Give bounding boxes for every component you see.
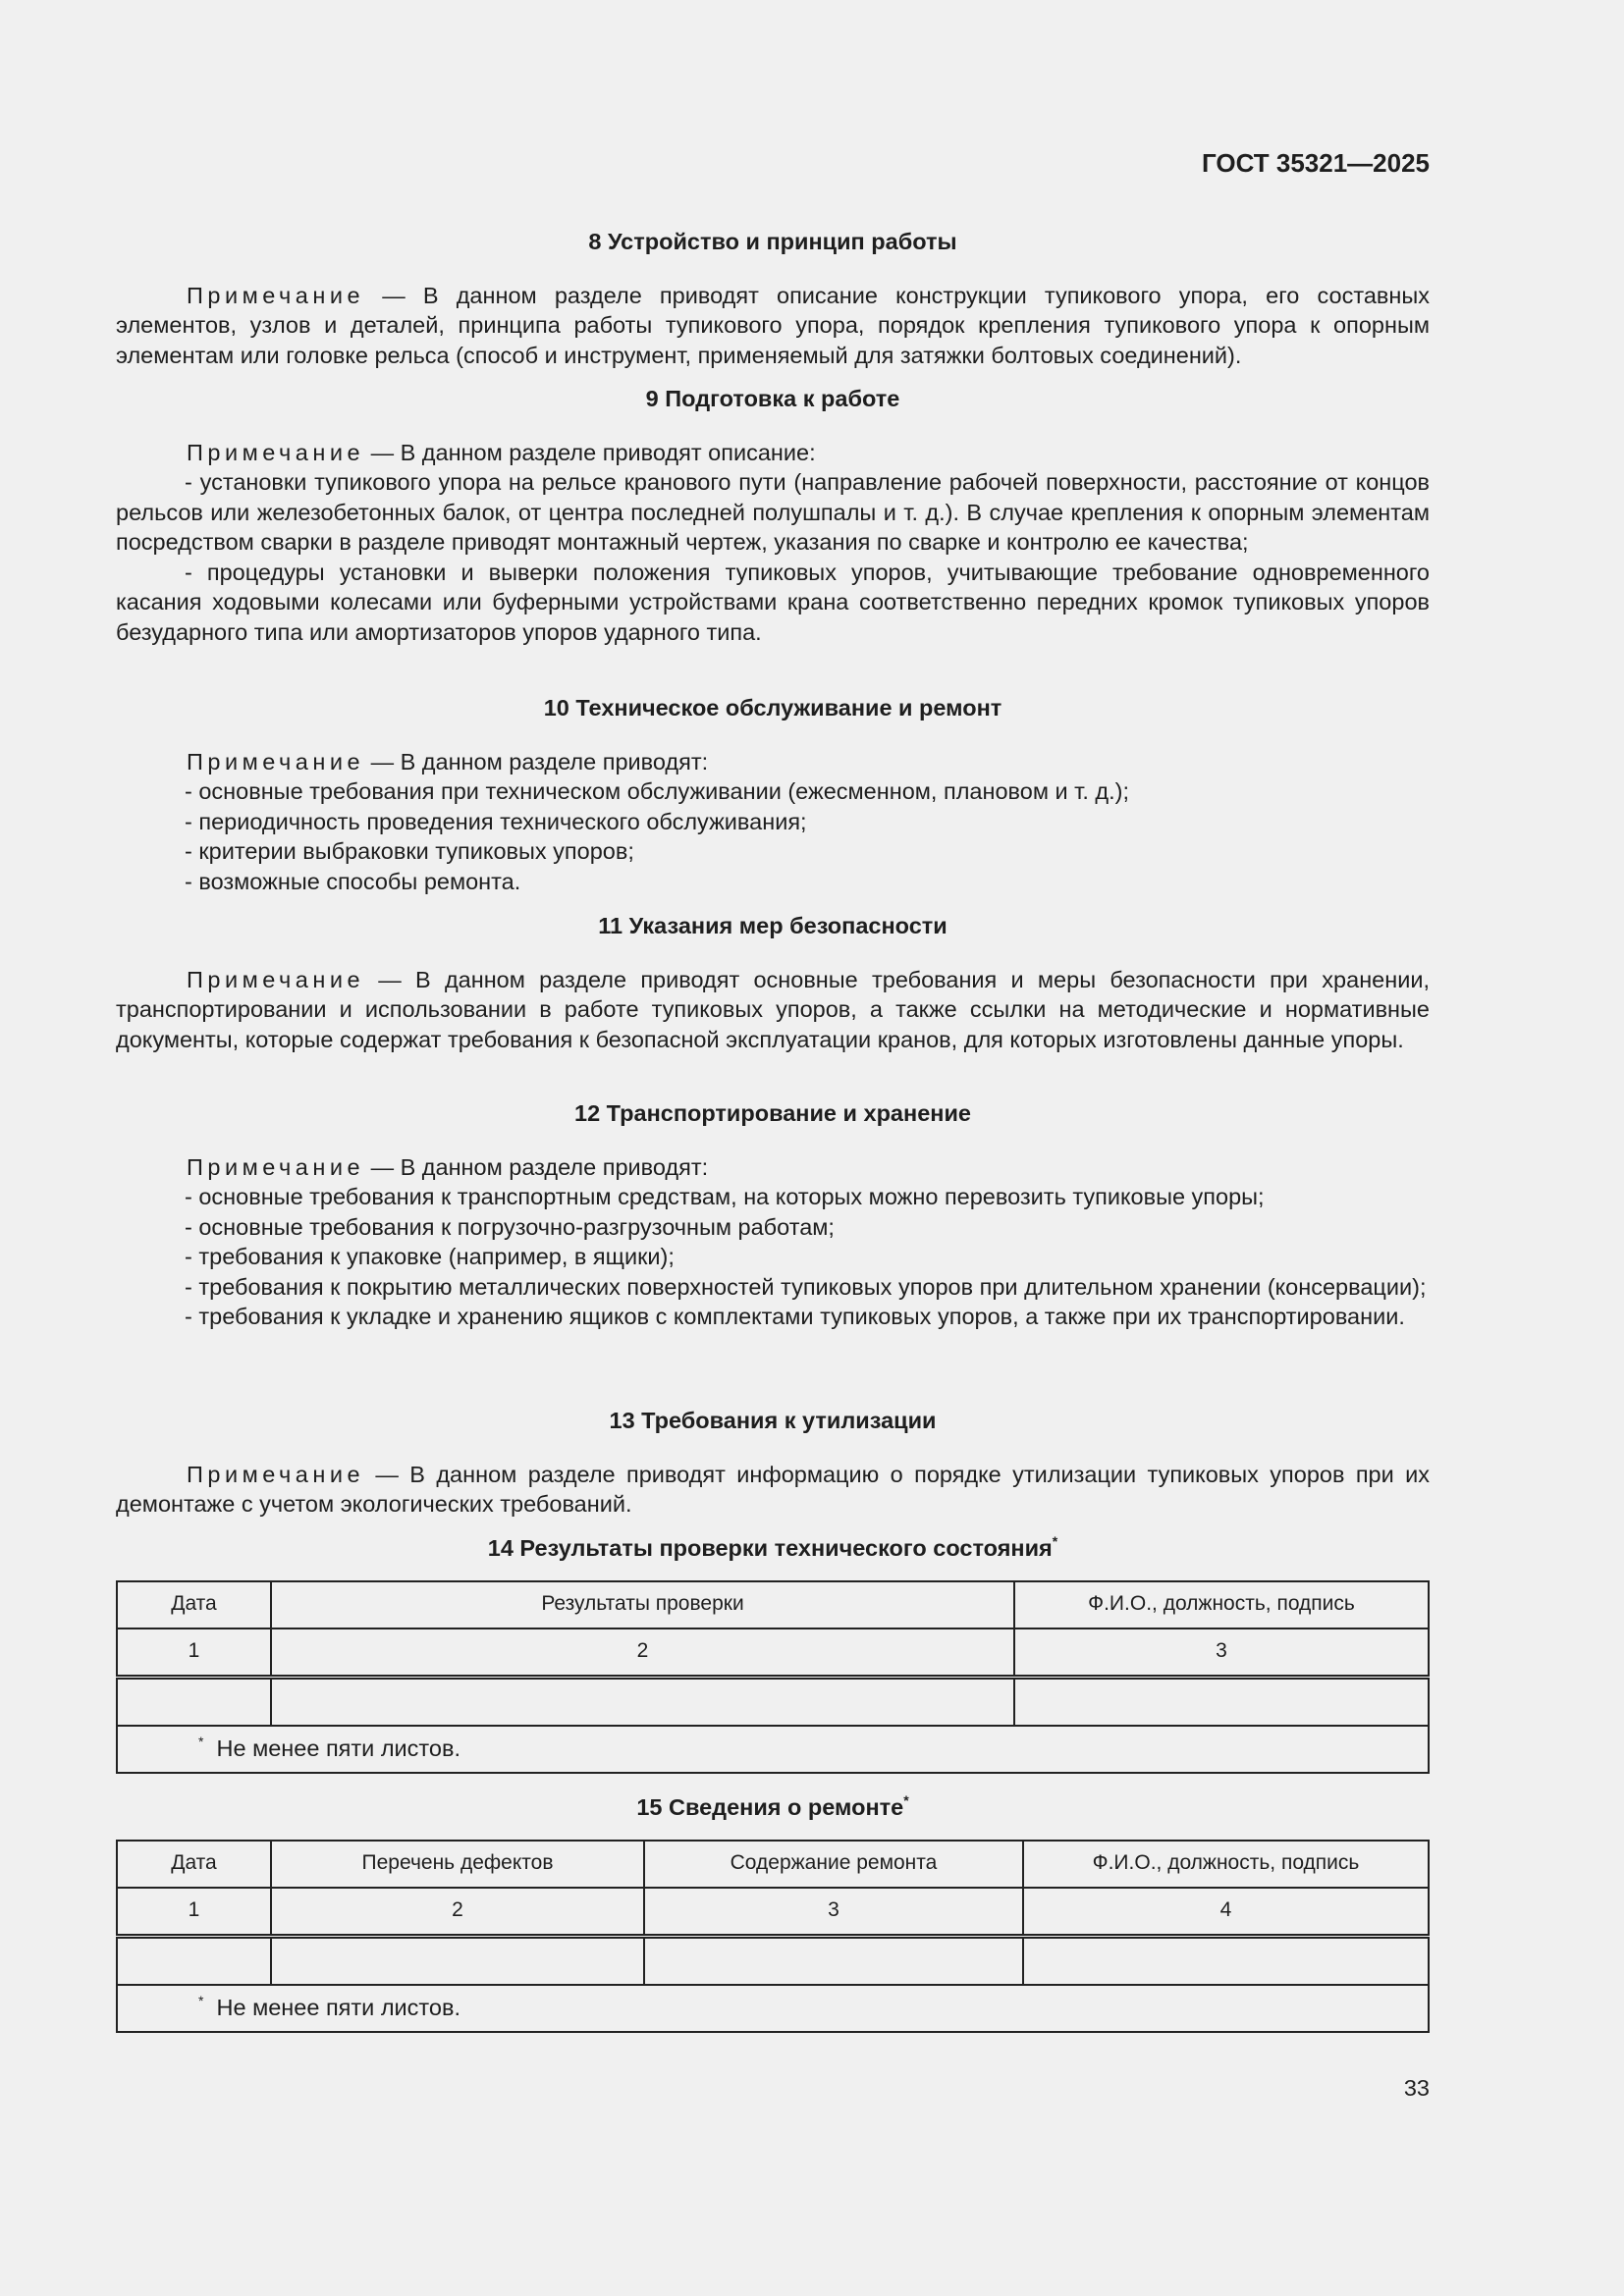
section-title: 12 Транспортирование и хранение: [574, 1100, 971, 1126]
section-15: [116, 1792, 1430, 2033]
note-paragraph: [116, 438, 1430, 468]
header-cell-signature: Ф.И.О., должность, подпись: [1023, 1841, 1429, 1888]
note-text: — В данном разделе приводят основные требования и меры безопасности при хранении, транспортировании и использовании в работе тупиковых упоров, а также ссылки на методические и нормативные документы, которые содержат требования к безопасной эксплуатации кранов, для которых изготовлены данные упоры.: [116, 966, 1430, 1052]
column-number: 1: [117, 1629, 271, 1678]
note-text: — В данном разделе приводят:: [370, 1153, 709, 1180]
list-item: - требования к упаковке (например, в ящики);: [185, 1244, 675, 1269]
list-item: - требования к покрытию металлических поверхностей тупиковых упоров при длительном хранении (консервации);: [185, 1273, 1427, 1300]
column-number: 3: [644, 1888, 1023, 1937]
footnote-mark: *: [903, 1792, 909, 1808]
footnote-text: Не менее пяти листов.: [216, 1995, 460, 2021]
list-item: - критерии выбраковки тупиковых упоров;: [185, 838, 634, 864]
note-text: — В данном разделе приводят:: [370, 748, 709, 774]
table-number-row: [117, 1888, 1429, 1937]
note-text: — В данном разделе приводят информацию о порядке утилизации тупиковых упоров при их демонтаже с учетом экологических требований.: [116, 1461, 1431, 1517]
note-label: Примечание: [187, 966, 365, 992]
footnote-mark: *: [1052, 1533, 1058, 1549]
table-footnote-row: [117, 1985, 1429, 2032]
footnote-text: Не менее пяти листов.: [216, 1735, 460, 1762]
section-10: [116, 693, 1430, 896]
note-paragraph: [116, 747, 1430, 777]
list-item: - установки тупикового упора на рельсе кранового пути (направление рабочей поверхности, расстояние от концов рельсов или железобетонных балок, от центра последней полушпалы и т. д.). В случае крепления к опорным элементам посредством сварки в разделе приводят монтажный чертеж, указания по сварке и контролю ее качества;: [116, 469, 1430, 555]
table-cell: [1014, 1677, 1429, 1726]
note-paragraph: [116, 965, 1430, 1055]
note-paragraph: [116, 1460, 1430, 1520]
table-cell: [271, 1677, 1014, 1726]
table-footnote: [117, 1985, 1429, 2032]
table-footnote-row: [117, 1726, 1429, 1773]
list-item: - периодичность проведения технического обслуживания;: [185, 808, 807, 834]
section-8: [116, 227, 1430, 370]
table-cell: [644, 1936, 1023, 1985]
note-paragraph: [116, 281, 1430, 371]
header-cell-signature: Ф.И.О., должность, подпись: [1014, 1581, 1429, 1629]
section-title: 13 Требования к утилизации: [609, 1408, 937, 1433]
section-title: [116, 1533, 1430, 1564]
inspection-results-table: [116, 1580, 1430, 1774]
column-number: 4: [1023, 1888, 1429, 1937]
list-item: - возможные способы ремонта.: [185, 868, 521, 894]
column-number: 2: [271, 1629, 1014, 1678]
column-number: 3: [1014, 1629, 1429, 1678]
section-title: 11 Указания мер безопасности: [598, 913, 947, 938]
section-9: [116, 384, 1430, 647]
repair-records-table: [116, 1840, 1430, 2033]
note-label: Примечание: [187, 748, 365, 774]
page-number: 33: [1403, 2075, 1430, 2101]
section-title: 9 Подготовка к работе: [645, 386, 900, 411]
column-number: 1: [117, 1888, 271, 1937]
note-paragraph: [116, 1152, 1430, 1183]
list-item: - основные требования к транспортным средствам, на которых можно перевозить тупиковые упоры;: [185, 1184, 1265, 1209]
section-title: [116, 1792, 1430, 1823]
note-text: — В данном разделе приводят описание:: [370, 439, 816, 465]
header-cell-repair-content: Содержание ремонта: [644, 1841, 1023, 1888]
header-cell-results: Результаты проверки: [271, 1581, 1014, 1629]
list-item: - требования к укладке и хранению ящиков с комплектами тупиковых упоров, а также при их транспортировании.: [185, 1304, 1405, 1329]
section-12: [116, 1098, 1430, 1332]
section-title-text: 15 Сведения о ремонте: [636, 1794, 904, 1820]
footnote-mark: *: [198, 1734, 204, 1750]
section-13: [116, 1406, 1430, 1520]
header-cell-date: Дата: [117, 1841, 271, 1888]
section-title-text: 14 Результаты проверки технического состояния: [487, 1535, 1053, 1561]
table-header-row: [117, 1581, 1429, 1629]
table-row: [117, 1677, 1429, 1726]
table-footnote: [117, 1726, 1429, 1773]
document-code: ГОСТ 35321—2025: [1202, 148, 1430, 178]
table-row: [117, 1936, 1429, 1985]
table-cell: [271, 1936, 644, 1985]
note-text: — В данном разделе приводят описание конструкции тупикового упора, его составных элементов, узлов и деталей, принципа работы тупикового упора, порядок крепления тупикового упора к опорным элементам или головке рельса (способ и инструмент, применяемый для затяжки болтовых соединений).: [116, 282, 1430, 368]
note-label: Примечание: [187, 439, 365, 465]
list-item: - процедуры установки и выверки положения тупиковых упоров, учитывающие требование одновременного касания ходовыми колесами или буферными устройствами крана соответственно передних кромок тупиковых упоров безударного типа или амортизаторов упоров ударного типа.: [116, 559, 1430, 645]
note-label: Примечание: [187, 1153, 365, 1180]
list-item: - основные требования к погрузочно-разгрузочным работам;: [185, 1213, 835, 1240]
table-header-row: [117, 1841, 1429, 1888]
note-label: Примечание: [187, 282, 365, 308]
section-title: 8 Устройство и принцип работы: [588, 229, 957, 254]
header-cell-defects: Перечень дефектов: [271, 1841, 644, 1888]
column-number: 2: [271, 1888, 644, 1937]
table-number-row: [117, 1629, 1429, 1678]
table-cell: [117, 1936, 271, 1985]
section-title: 10 Техническое обслуживание и ремонт: [543, 695, 1002, 721]
section-11: [116, 911, 1430, 1054]
footnote-mark: *: [198, 1993, 204, 2009]
header-cell-date: Дата: [117, 1581, 271, 1629]
section-14: [116, 1533, 1430, 1774]
note-label: Примечание: [187, 1461, 365, 1487]
list-item: - основные требования при техническом обслуживании (ежесменном, плановом и т. д.);: [185, 778, 1129, 804]
table-cell: [1023, 1936, 1429, 1985]
table-cell: [117, 1677, 271, 1726]
